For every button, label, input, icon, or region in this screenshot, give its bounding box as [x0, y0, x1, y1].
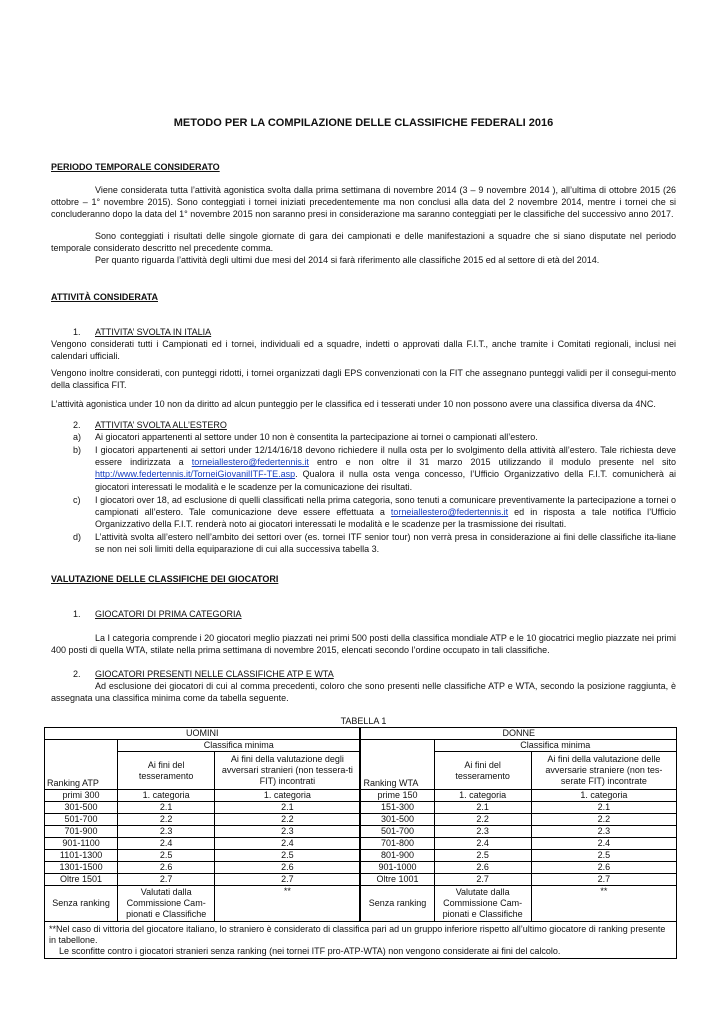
senza-ranking-women-tess: Valutate dalla Commissione Cam-pionati e Classifiche [434, 886, 531, 922]
table-cell: 2.6 [434, 862, 531, 874]
valutazione-header-men: Ai fini della valutazione degli avversari stranieri (non tessera-ti FIT) incontrati [215, 752, 361, 790]
subheading-label: GIOCATORI PRESENTI NELLE CLASSIFICHE ATP E WTA [95, 669, 334, 679]
table-cell: 1. categoria [118, 790, 215, 802]
table-cell: 2.7 [118, 874, 215, 886]
table-cell: 2.5 [118, 850, 215, 862]
table-cell: Oltre 1001 [360, 874, 434, 886]
table-cell: 2.4 [531, 838, 676, 850]
table-cell: Oltre 1501 [45, 874, 118, 886]
list-item-text: entro e non oltre il 31 marzo 2015 utilizzando il modulo presente nel sito [308, 457, 676, 468]
table-cell: 2.5 [531, 850, 676, 862]
men-header: UOMINI [45, 728, 361, 740]
women-header: DONNE [360, 728, 676, 740]
table-cell: 2.2 [531, 814, 676, 826]
table-row [45, 802, 677, 814]
list-marker: b) [73, 445, 82, 456]
email-link[interactable]: torneiallestero@federtennis.it [390, 506, 509, 517]
table-cell: 501-700 [45, 814, 118, 826]
subheading-label: GIOCATORI DI PRIMA CATEGORIA [95, 609, 242, 619]
min-class-header-women: Classifica minima [434, 740, 676, 752]
table-cell: 2.6 [215, 862, 361, 874]
subheading-number: 2. [73, 669, 81, 679]
list-marker: d) [73, 532, 82, 543]
table-cell: 701-800 [360, 838, 434, 850]
table-cell: 2.4 [215, 838, 361, 850]
table-row [45, 814, 677, 826]
table-cell: 2.1 [118, 802, 215, 814]
table-row [45, 874, 677, 886]
table-cell: 1101-1300 [45, 850, 118, 862]
min-class-header-men: Classifica minima [118, 740, 361, 752]
website-link[interactable]: http://www.federtennis.it/TorneiGiovanilITF-TE.asp [95, 469, 296, 480]
table-cell: 1. categoria [531, 790, 676, 802]
list-item-b [51, 444, 676, 493]
subheading-label: ATTIVITA’ SVOLTA IN ITALIA [95, 327, 212, 337]
list-marker: c) [73, 494, 81, 505]
table-cell: 2.3 [531, 826, 676, 838]
tesseramento-header-women: Ai fini del tesseramento [434, 752, 531, 790]
ranking-wta-header: Ranking WTA [360, 740, 434, 790]
list-item-text: . Qualora il nulla osta venga concesso, l’Ufficio Organizzativo della F.I.T. comunicherà ai giocatori interessati le modalità e le scadenze per la comunicazione dei risultati. [95, 469, 676, 492]
ranking-table [44, 727, 677, 959]
section-heading-activity: ATTIVITÀ CONSIDERATA [51, 292, 158, 302]
section-heading-period: PERIODO TEMPORALE CONSIDERATO [51, 162, 220, 172]
table-cell: 2.2 [118, 814, 215, 826]
list-item-text: I giocatori appartenenti ai settori under 12/14/16/18 devono richiedere il nulla osta per lo svolgimento della attività all’estero. Tale richiesta deve essere indirizzata a [95, 445, 676, 468]
footnote-1: **Nel caso di vittoria del giocatore italiano, lo straniero è considerato di classifica pari ad un gruppo inferiore rispetto all’ultimo giocatore di ranking presente in tabellone. [49, 924, 666, 945]
senza-ranking-men-val: ** [215, 886, 361, 922]
table-cell: 2.3 [215, 826, 361, 838]
abroad-list [51, 431, 676, 556]
table-cell: 1301-1500 [45, 862, 118, 874]
table-cell: 2.6 [531, 862, 676, 874]
activity-paragraph-3: L’attività agonistica under 10 non da diritto ad alcun punteggio per le classifica ed i tesserati under 10 non possono avere una classifica diversa da 4NC. [51, 399, 656, 409]
valuation-paragraph-2: Ad esclusione dei giocatori di cui al comma precedenti, coloro che sono presenti nelle classifiche ATP e WTA, secondo la posizione raggiunta, è assegnata una classifica minima come da tabella seguente. [51, 681, 676, 704]
table-cell: 2.3 [118, 826, 215, 838]
table-row [45, 790, 677, 802]
subheading-number: 1. [73, 327, 81, 337]
list-item-text: ed in risposta a tale notifica l’Ufficio Organizzativo della F.I.T. renderà noto ai giocatori interessati le modalità e le scadenze per la trasmissione dei risultati. [95, 506, 677, 529]
table-cell: 2.7 [531, 874, 676, 886]
email-link[interactable]: torneiallestero@federtennis.it [191, 457, 309, 468]
table-cell: 2.2 [434, 814, 531, 826]
activity-paragraph-2: Vengono inoltre considerati, con punteggi ridotti, i tornei organizzati dagli EPS convenzionati con la FIT che assegnano punteggi validi per il consegui-mento della classifica FIT. [51, 368, 676, 391]
table-cell: 2.1 [215, 802, 361, 814]
senza-ranking-women-val: ** [531, 886, 676, 922]
list-item-a [51, 431, 676, 443]
footnote-2: Le sconfitte contro i giocatori stranieri senza ranking (nei tornei ITF pro-ATP-WTA) non vengono considerate ai fini del calcolo. [59, 945, 561, 956]
subheading-italy [73, 326, 211, 338]
table-caption: TABELLA 1 [340, 716, 387, 726]
subheading-number: 1. [73, 609, 81, 619]
table-cell: 2.7 [215, 874, 361, 886]
table-cell: 801-900 [360, 850, 434, 862]
table-cell: 2.5 [215, 850, 361, 862]
table-cell: 2.2 [215, 814, 361, 826]
table-cell: 2.5 [434, 850, 531, 862]
subheading-atp-wta [73, 668, 334, 680]
table-cell: 2.6 [118, 862, 215, 874]
senza-ranking-men-tess: Valutati dalla Commissione Cam-pionati e Classifiche [118, 886, 215, 922]
table-row [45, 838, 677, 850]
list-marker: a) [73, 432, 82, 442]
activity-paragraph-1: Vengono considerati tutti i Campionati ed i tornei, individuali ed a squadre, indetti o approvati dalla F.I.T., anche tramite i Comitati regionali, inclusi nei calendari ufficiali. [51, 339, 676, 362]
table-cell: 1. categoria [434, 790, 531, 802]
table-footnote [45, 922, 677, 959]
period-paragraph-1: Viene considerata tutta l’attività agonistica svolta dalla prima settimana di novembre 2014 (3 – 9 novembre 2014 ), all’ultima di ottobre 2015 (26 ottobre – 1° novembre 2015). Sono conteggiati i tornei iniziati precedentemente ma non conclusi alla data del 2 novembre 2014, mentre i tornei che si concluderanno dopo la data del 1° novembre 2015 non saranno presi in considerazione ma saranno conteggiati per le classifiche del successivo anno 2017. [51, 185, 676, 220]
page-title: METODO PER LA COMPILAZIONE DELLE CLASSIFICHE FEDERALI 2016 [173, 117, 554, 129]
list-item-text: L’attività svolta all’estero nell’ambito dei settori over (es. tornei ITF senior tour) non verrà presa in considerazione ai fini delle classifiche ita-liane se non nei soli limiti della equiparazione di cui alla successiva tabella 3. [95, 532, 676, 555]
list-item-c [51, 494, 676, 530]
table-cell: 701-900 [45, 826, 118, 838]
table-cell: 151-300 [360, 802, 434, 814]
list-item-text: I giocatori over 18, ad esclusione di quelli classificati nella prima categoria, sono tenuti a comunicare preventivamente la partecipazione a tornei o campionati all’estero. Tale comunicazione deve essere effettuata a [95, 494, 676, 517]
period-paragraph-3: Per quanto riguarda l’attività degli ultimi due mesi del 2014 si farà riferimento alle classifiche 2015 ed al settore di età del 2014. [95, 255, 600, 265]
table-cell: 2.3 [434, 826, 531, 838]
senza-ranking-women: Senza ranking [360, 886, 434, 922]
senza-ranking-men: Senza ranking [45, 886, 118, 922]
table-cell: 2.1 [434, 802, 531, 814]
list-item-text: Ai giocatori appartenenti al settore under 10 non è consentita la partecipazione ai tornei o campionati all’estero. [95, 432, 538, 442]
list-item-d [51, 531, 676, 555]
tesseramento-header-men: Ai fini del tesseramento [118, 752, 215, 790]
subheading-first-category [73, 608, 242, 620]
table-row [45, 850, 677, 862]
subheading-abroad [73, 419, 227, 431]
table-cell: 901-1000 [360, 862, 434, 874]
ranking-atp-header: Ranking ATP [45, 740, 118, 790]
table-cell: 1. categoria [215, 790, 361, 802]
table-cell: prime 150 [360, 790, 434, 802]
valuation-paragraph-1: La I categoria comprende i 20 giocatori meglio piazzati nei primi 500 posti della classifica mondiale ATP e le 10 giocatrici meglio piazzate nei primi 400 posti di quella WTA, stilate nella prima settimana di novembre 2015, elencati secondo l’ordine occupato in tali classifiche. [51, 633, 676, 656]
table-cell: 2.7 [434, 874, 531, 886]
subheading-number: 2. [73, 420, 81, 430]
period-paragraph-2: Sono conteggiati i risultati delle singole giornate di gara dei campionati e delle manifestazioni a squadre che si siano disputate nel periodo temporale considerato descritto nel precedente comma. [51, 231, 676, 254]
table-cell: 901-1100 [45, 838, 118, 850]
section-heading-valuation: VALUTAZIONE DELLE CLASSIFICHE DEI GIOCATORI [51, 574, 279, 584]
table-cell: primi 300 [45, 790, 118, 802]
table-cell: 301-500 [45, 802, 118, 814]
table-cell: 301-500 [360, 814, 434, 826]
table-cell: 2.4 [434, 838, 531, 850]
subheading-label: ATTIVITA’ SVOLTA ALL’ESTERO [95, 420, 227, 430]
table-row [45, 826, 677, 838]
valutazione-header-women: Ai fini della valutazione delle avversarie straniere (non tes-serate FIT) incontrate [531, 752, 676, 790]
table-cell: 501-700 [360, 826, 434, 838]
table-cell: 2.4 [118, 838, 215, 850]
table-row [45, 862, 677, 874]
table-cell: 2.1 [531, 802, 676, 814]
